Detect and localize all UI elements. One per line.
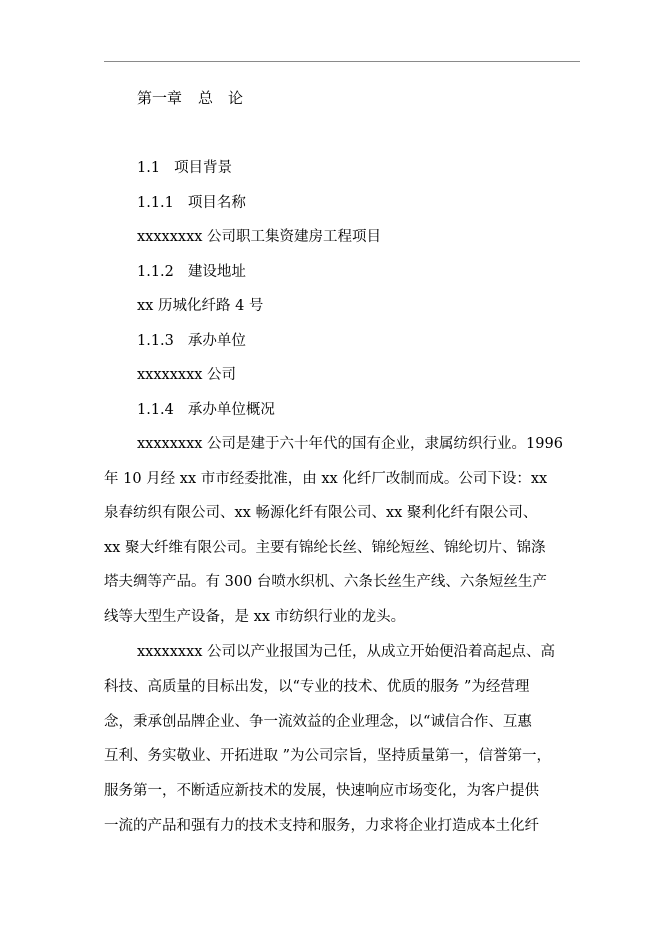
section-title: 项目背景	[174, 160, 233, 176]
paragraph-1-line: xxxxxxxx 公司是建于六十年代的国有企业，隶属纺织行业。1996	[137, 436, 563, 452]
chapter-heading	[137, 88, 580, 108]
paragraph-2-line: 一流的产品和强有力的技术支持和服务，力求将企业打造成本土化纤	[104, 818, 539, 834]
paragraph-1-line: 线等大型生产设备，是 xx 市纺织行业的龙头。	[104, 609, 406, 625]
paragraph-2-line: 念，秉承创品牌企业、争一流效益的企业理念，以“诚信合作、互惠	[104, 714, 532, 730]
section-title: 建设地址	[187, 264, 246, 280]
section-title: 承办单位概况	[187, 402, 275, 418]
section-number: 1.1.3	[137, 333, 174, 349]
section-title: 项目名称	[187, 195, 246, 211]
section-number: 1.1	[137, 160, 161, 176]
section-1-1	[137, 158, 580, 178]
paragraph-1-line: xx 聚大纤维有限公司。主要有锦纶长丝、锦纶短丝、锦纶切片、锦涤	[104, 540, 546, 556]
header-rule	[104, 61, 580, 62]
address-value: xx 历城化纤路 4 号	[137, 298, 264, 314]
section-1-1-3	[137, 331, 580, 351]
paragraph-2-line: 科技、高质量的目标出发，以“专业的技术、优质的服务 ”为经营理	[104, 679, 530, 695]
project-name-value: xxxxxxxx 公司职工集资建房工程项目	[137, 229, 382, 245]
section-number: 1.1.4	[137, 402, 174, 418]
paragraph-1-line: 塔夫绸等产品。有 300 台喷水织机、六条长丝生产线、六条短丝生产	[104, 574, 547, 590]
section-number: 1.1.2	[137, 264, 174, 280]
section-1-1-4	[137, 400, 580, 420]
section-1-1-2	[137, 262, 580, 282]
paragraph-1-line: 泉春纺织有限公司、xx 畅源化纤有限公司、xx 聚利化纤有限公司、	[104, 505, 538, 521]
section-title: 承办单位	[187, 333, 246, 349]
paragraph-1-line: 年 10 月经 xx 市市经委批准，由 xx 化纤厂改制而成。公司下设：xx	[104, 471, 548, 487]
chapter-number: 第一章	[137, 89, 183, 107]
organizer-value: xxxxxxxx 公司	[137, 367, 237, 383]
paragraph-2-line: 互利、务实敬业、开拓进取 ”为公司宗旨，坚持质量第一，信誉第一，	[104, 748, 552, 764]
section-number: 1.1.1	[137, 195, 174, 211]
paragraph-2-line: 服务第一，不断适应新技术的发展，快速响应市场变化，为客户提供	[104, 783, 539, 799]
chapter-title: 总 论	[198, 89, 244, 107]
paragraph-2-line: xxxxxxxx 公司以产业报国为己任，从成立开始便沿着高起点、高	[137, 644, 556, 660]
section-1-1-1	[137, 193, 580, 213]
